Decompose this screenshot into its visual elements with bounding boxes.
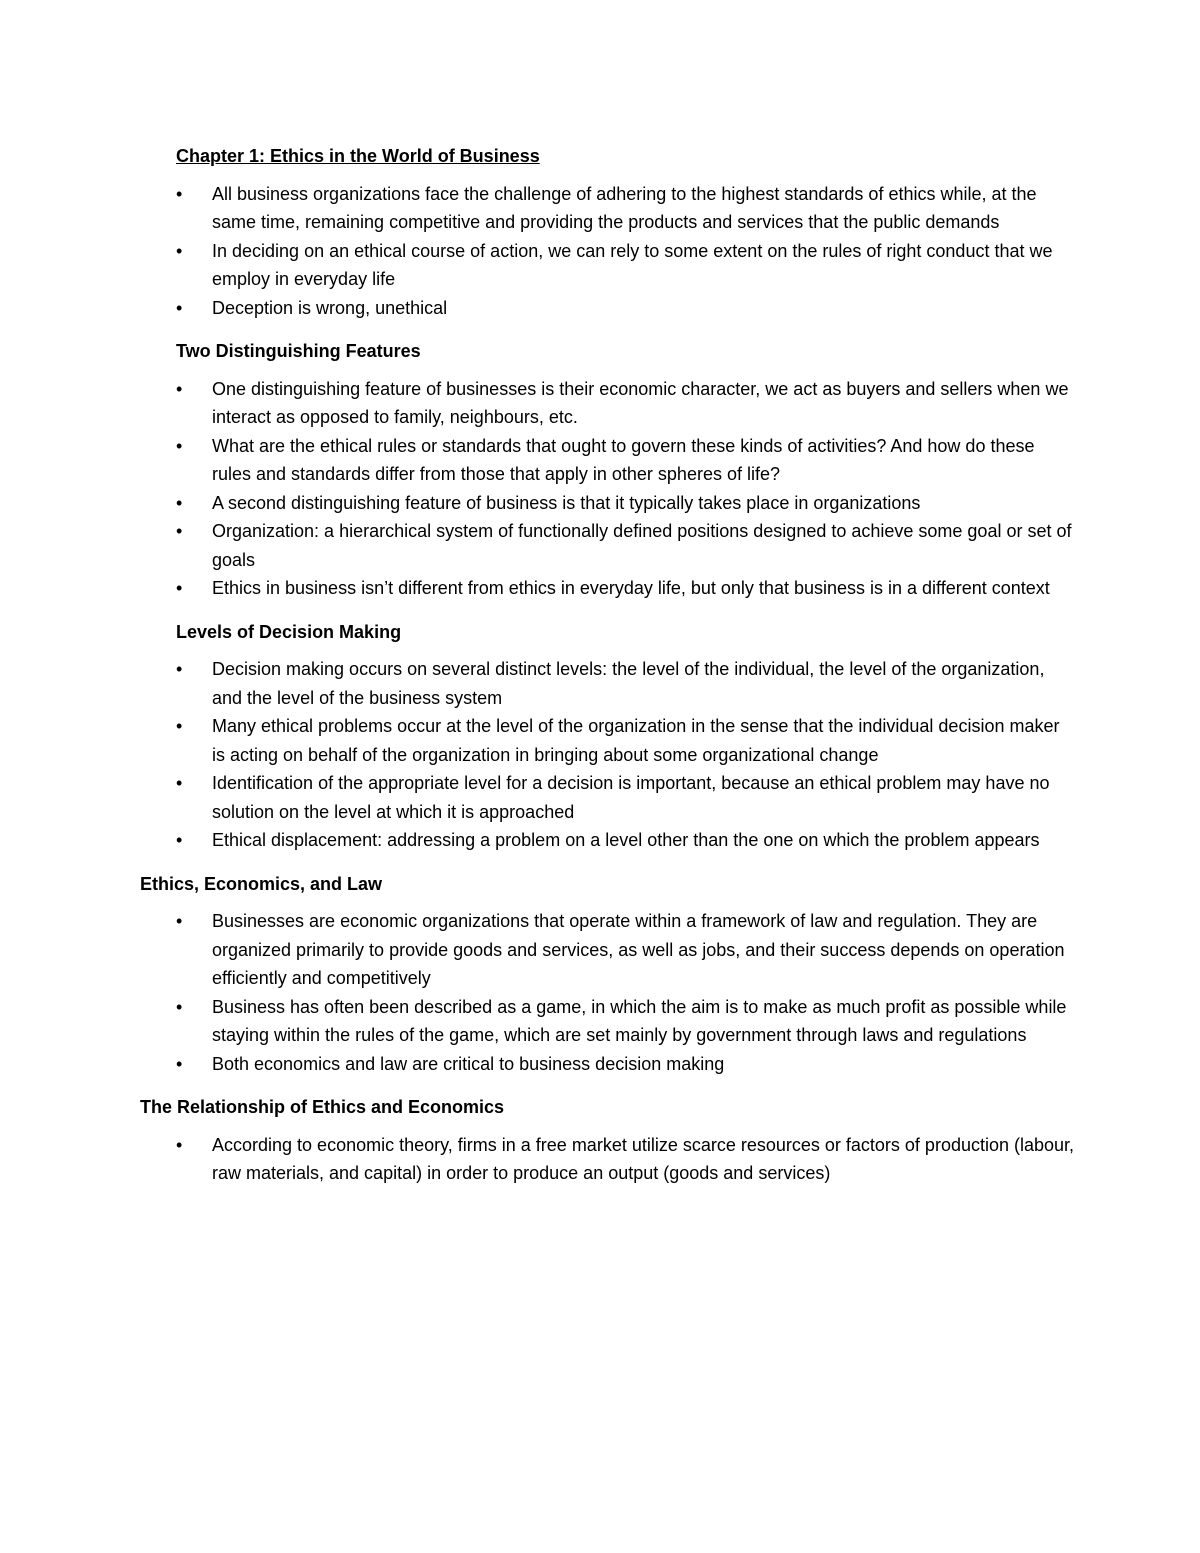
list-item: • Both economics and law are critical to business decision making bbox=[176, 1050, 1076, 1079]
list-item: • What are the ethical rules or standards that ought to govern these kinds of activities? And how do these rules and standards differ from those that apply in other spheres of life? bbox=[176, 432, 1076, 489]
section-relationship-ethics-economics bbox=[140, 1093, 1076, 1188]
list-item: • In deciding on an ethical course of action, we can rely to some extent on the rules of right conduct that we employ in everyday life bbox=[176, 237, 1076, 294]
document-content bbox=[140, 142, 1076, 1203]
list-item: • Organization: a hierarchical system of functionally defined positions designed to achieve some goal or set of goals bbox=[176, 517, 1076, 574]
list-item: • Ethical displacement: addressing a problem on a level other than the one on which the problem appears bbox=[176, 826, 1076, 855]
section-heading: Ethics, Economics, and Law bbox=[140, 873, 383, 894]
chapter-title: Chapter 1: Ethics in the World of Business bbox=[176, 146, 540, 166]
section-chapter-1 bbox=[176, 142, 1076, 322]
list-item: • Ethics in business isn’t different from ethics in everyday life, but only that business is in a different context bbox=[176, 574, 1076, 603]
list-item: • A second distinguishing feature of business is that it typically takes place in organizations bbox=[176, 489, 1076, 518]
list-item: • Deception is wrong, unethical bbox=[176, 294, 1076, 323]
section-heading: Two Distinguishing Features bbox=[176, 341, 421, 361]
bullet-list bbox=[176, 655, 1076, 855]
list-item: • Business has often been described as a game, in which the aim is to make as much profit as possible while staying within the rules of the game, which are set mainly by government through laws and regulations bbox=[176, 993, 1076, 1050]
list-item: • Decision making occurs on several distinct levels: the level of the individual, the level of the organization, and the level of the business system bbox=[176, 655, 1076, 712]
list-item: • According to economic theory, firms in a free market utilize scarce resources or factors of production (labour, raw materials, and capital) in order to produce an output (goods and services) bbox=[176, 1131, 1076, 1188]
list-item: • Many ethical problems occur at the level of the organization in the sense that the individual decision maker is acting on behalf of the organization in bringing about some organizational change bbox=[176, 712, 1076, 769]
list-item: • Businesses are economic organizations that operate within a framework of law and regulation. They are organized primarily to provide goods and services, as well as jobs, and their success depends on operation efficiently and competitively bbox=[176, 907, 1076, 993]
bullet-list bbox=[176, 1131, 1076, 1188]
bullet-list bbox=[176, 907, 1076, 1078]
section-heading: Levels of Decision Making bbox=[176, 621, 402, 642]
section-levels-of-decision-making bbox=[176, 618, 1076, 855]
bullet-list bbox=[176, 375, 1076, 603]
section-two-distinguishing-features bbox=[176, 337, 1076, 603]
list-item: • Identification of the appropriate level for a decision is important, because an ethical problem may have no solution on the level at which it is approached bbox=[176, 769, 1076, 826]
list-item: • All business organizations face the challenge of adhering to the highest standards of ethics while, at the same time, remaining competitive and providing the products and services that the public demands bbox=[176, 180, 1076, 237]
section-heading: The Relationship of Ethics and Economics bbox=[140, 1097, 505, 1117]
section-ethics-economics-law bbox=[140, 870, 1076, 1079]
bullet-list bbox=[176, 180, 1076, 323]
list-item: • One distinguishing feature of businesses is their economic character, we act as buyers and sellers when we interact as opposed to family, neighbours, etc. bbox=[176, 375, 1076, 432]
